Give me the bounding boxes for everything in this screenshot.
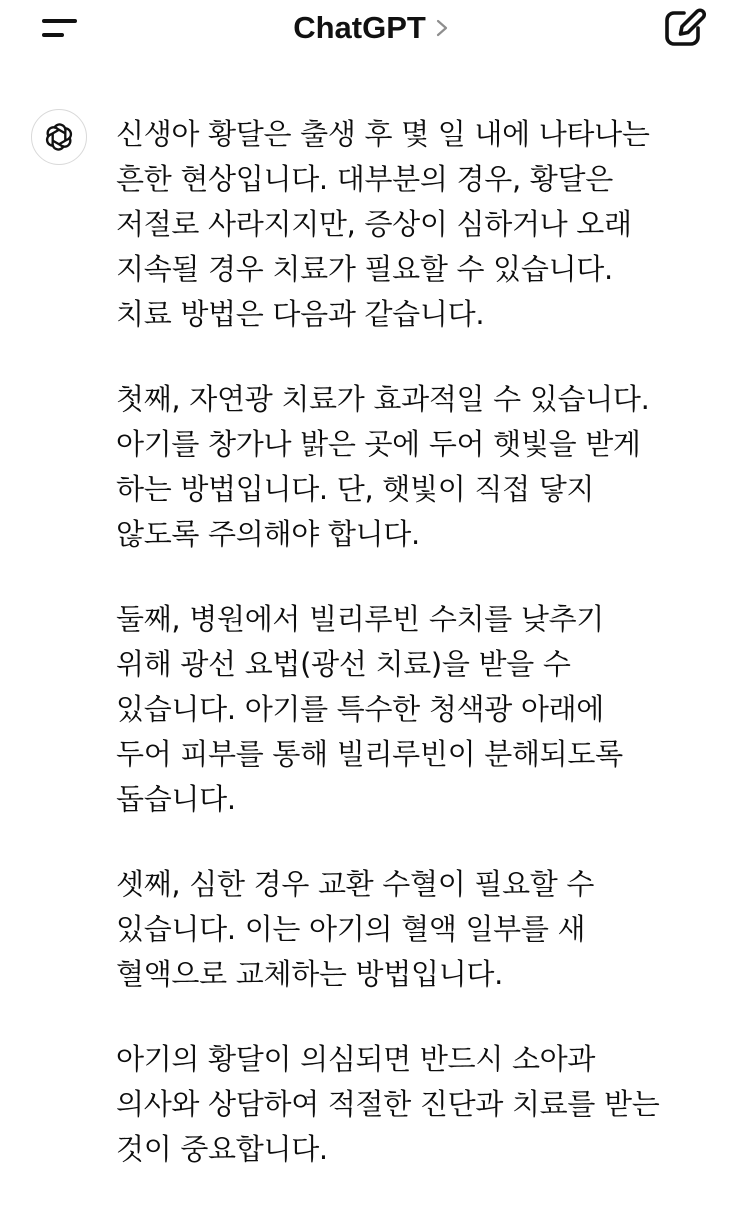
text-line: 혈액으로 교체하는 방법입니다.	[116, 957, 504, 991]
text-line: 하는 방법입니다. 단, 햇빛이 직접 닿지	[116, 472, 595, 506]
assistant-message	[116, 112, 726, 1212]
app-title: ChatGPT	[293, 10, 426, 45]
new-chat-button[interactable]	[658, 4, 710, 50]
message-paragraph	[116, 862, 726, 997]
text-line: 두어 피부를 통해 빌리루빈이 분해되도록	[116, 737, 623, 771]
model-selector[interactable]	[293, 8, 450, 48]
text-line: 아기를 창가나 밝은 곳에 두어 햇빛을 받게	[116, 427, 641, 461]
text-line: 신생아 황달은 출생 후 몇 일 내에 나타나는	[116, 117, 650, 151]
message-paragraph	[116, 597, 726, 822]
message-paragraph	[116, 1037, 726, 1172]
text-line: 돕습니다.	[116, 782, 236, 816]
text-line: 셋째, 심한 경우 교환 수혈이 필요할 수	[116, 867, 595, 901]
text-line: 지속될 경우 치료가 필요할 수 있습니다.	[116, 252, 613, 286]
message-paragraph	[116, 112, 726, 337]
top-bar	[0, 0, 743, 64]
text-line: 흔한 현상입니다. 대부분의 경우, 황달은	[116, 162, 613, 196]
text-line: 둘째, 병원에서 빌리루빈 수치를 낮추기	[116, 602, 605, 636]
chevron-right-icon	[434, 18, 450, 38]
text-line: 것이 중요합니다.	[116, 1132, 328, 1166]
text-line: 있습니다. 이는 아기의 혈액 일부를 새	[116, 912, 586, 946]
message-paragraph	[116, 377, 726, 557]
text-line: 위해 광선 요법(광선 치료)을 받을 수	[116, 647, 571, 681]
assistant-avatar	[31, 109, 87, 165]
text-line: 아기의 황달이 의심되면 반드시 소아과	[116, 1042, 596, 1076]
text-line: 저절로 사라지지만, 증상이 심하거나 오래	[116, 207, 632, 241]
text-line: 첫째, 자연광 치료가 효과적일 수 있습니다.	[116, 382, 650, 416]
edit-icon	[658, 4, 710, 50]
title-area	[0, 8, 743, 48]
text-line: 의사와 상담하여 적절한 진단과 치료를 받는	[116, 1087, 660, 1121]
text-line: 치료 방법은 다음과 같습니다.	[116, 297, 485, 331]
text-line: 않도록 주의해야 합니다.	[116, 517, 420, 551]
text-line: 있습니다. 아기를 특수한 청색광 아래에	[116, 692, 605, 726]
openai-logo-icon	[41, 119, 77, 155]
